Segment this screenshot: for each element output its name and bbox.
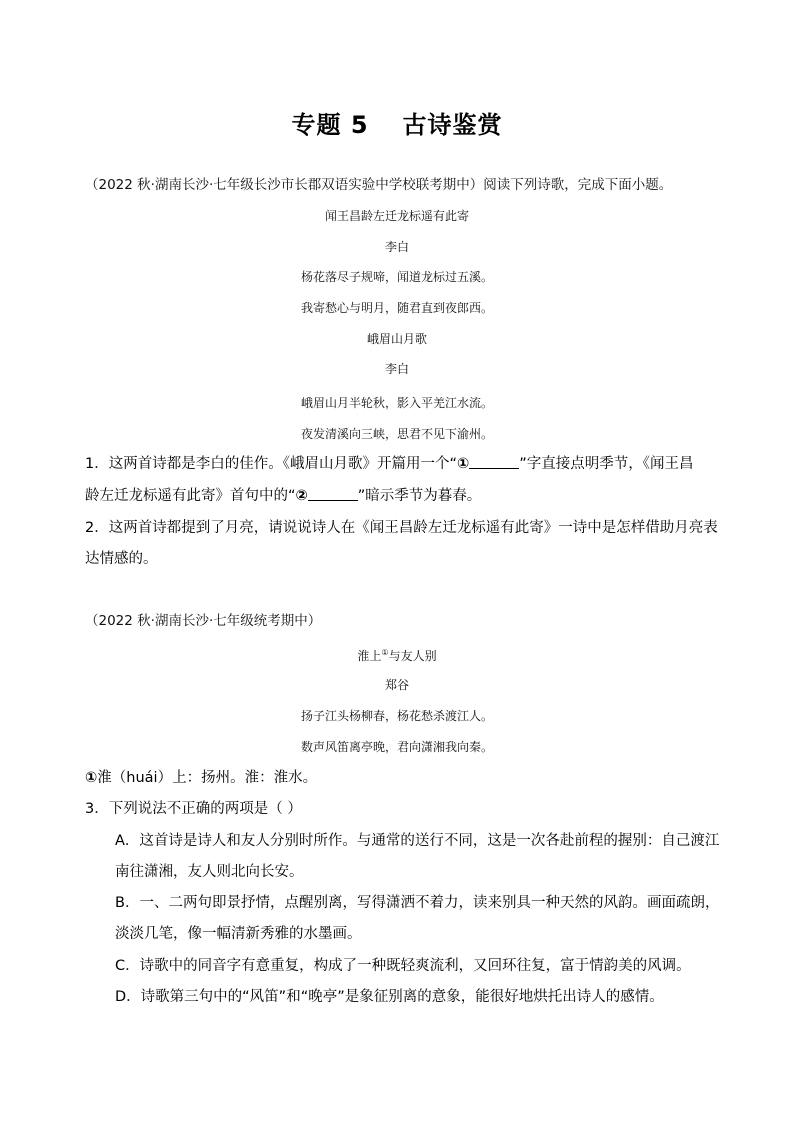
question-1-line1: 1．这两首诗都是李白的佳作。《峨眉山月歌》开篇用一个“① ”字直接点明季节，《闻王昌 — [85, 456, 694, 472]
page-title — [0, 105, 794, 140]
poem1-title: 闻王昌龄左迁龙标遥有此寄 — [324, 209, 469, 223]
poem1-author: 李白 — [384, 240, 409, 254]
answer-blank-2[interactable] — [308, 486, 358, 501]
option-b-line2: 淡淡几笔，像一幅清新秀雅的水墨画。 — [115, 926, 362, 942]
question-1-line2: 龄左迁龙标遥有此寄》首句中的“② ”暗示季节为暮春。 — [85, 488, 482, 504]
poem2-author: 李白 — [384, 362, 409, 376]
title-topic-number: 专题 5 — [291, 111, 369, 139]
option-b-line1: B．一、二两句即景抒情，点醒别离，写得潇洒不着力，读来别具一种天然的风韵。画面疏朗， — [115, 895, 720, 911]
option-c: C．诗歌中的同音字有意重复，构成了一种既轻爽流利，又回环往复，富于情韵美的风调。 — [115, 958, 691, 974]
section1-source: （2022 秋·湖南长沙·七年级长沙市长郡双语实验中学校联考期中）阅读下列诗歌，完成下面小题。 — [85, 177, 673, 193]
poem3-line: 扬子江头杨柳春，杨花愁杀渡江人。 — [300, 709, 493, 723]
title-topic-name: 古诗鉴赏 — [402, 111, 503, 139]
blank-marker-2: ② — [295, 488, 308, 504]
poem1-line: 杨花落尽子规啼，闻道龙标过五溪。 — [300, 270, 493, 284]
question-2-line1: 2．这两首诗都提到了月亮，请说说诗人在《闻王昌龄左迁龙标遥有此寄》一诗中是怎样借助月亮表 — [85, 520, 718, 536]
question-3-stem: 3．下列说法不正确的两项是（ ） — [85, 801, 302, 817]
option-a-line1: A．这首诗是诗人和友人分别时所作。与通常的送行不同，这是一次各赴前程的握别：自己渡江 — [115, 833, 720, 849]
poem2-line: 夜发清溪向三峡，思君不见下渝州。 — [300, 427, 493, 441]
footnote: ①淮（huái）上：扬州。淮：淮水。 — [85, 770, 318, 786]
poem1-line: 我寄愁心与明月，随君直到夜郎西。 — [300, 301, 493, 315]
poem3-title: 淮上①与友人别 — [357, 648, 437, 663]
poem3-author: 郑谷 — [384, 678, 409, 692]
option-a-line2: 南往潇湘，友人则北向长安。 — [115, 864, 304, 880]
poem2-title: 峨眉山月歌 — [366, 332, 427, 346]
poem2-line: 峨眉山月半轮秋，影入平羌江水流。 — [300, 396, 493, 410]
question-2-line2: 达情感的。 — [85, 551, 158, 567]
option-d: D．诗歌第三句中的“风笛”和“晚亭”是象征别离的意象，能很好地烘托出诗人的感情。 — [115, 989, 664, 1005]
footnote-marker: ① — [381, 648, 389, 657]
section2-source: （2022 秋·湖南长沙·七年级统考期中） — [85, 613, 322, 629]
poem3-line: 数声风笛离亭晚，君向潇湘我向秦。 — [300, 740, 493, 754]
blank-marker-1: ① — [457, 456, 470, 472]
answer-blank-1[interactable] — [469, 454, 519, 469]
footnote-mark: ① — [85, 770, 98, 786]
